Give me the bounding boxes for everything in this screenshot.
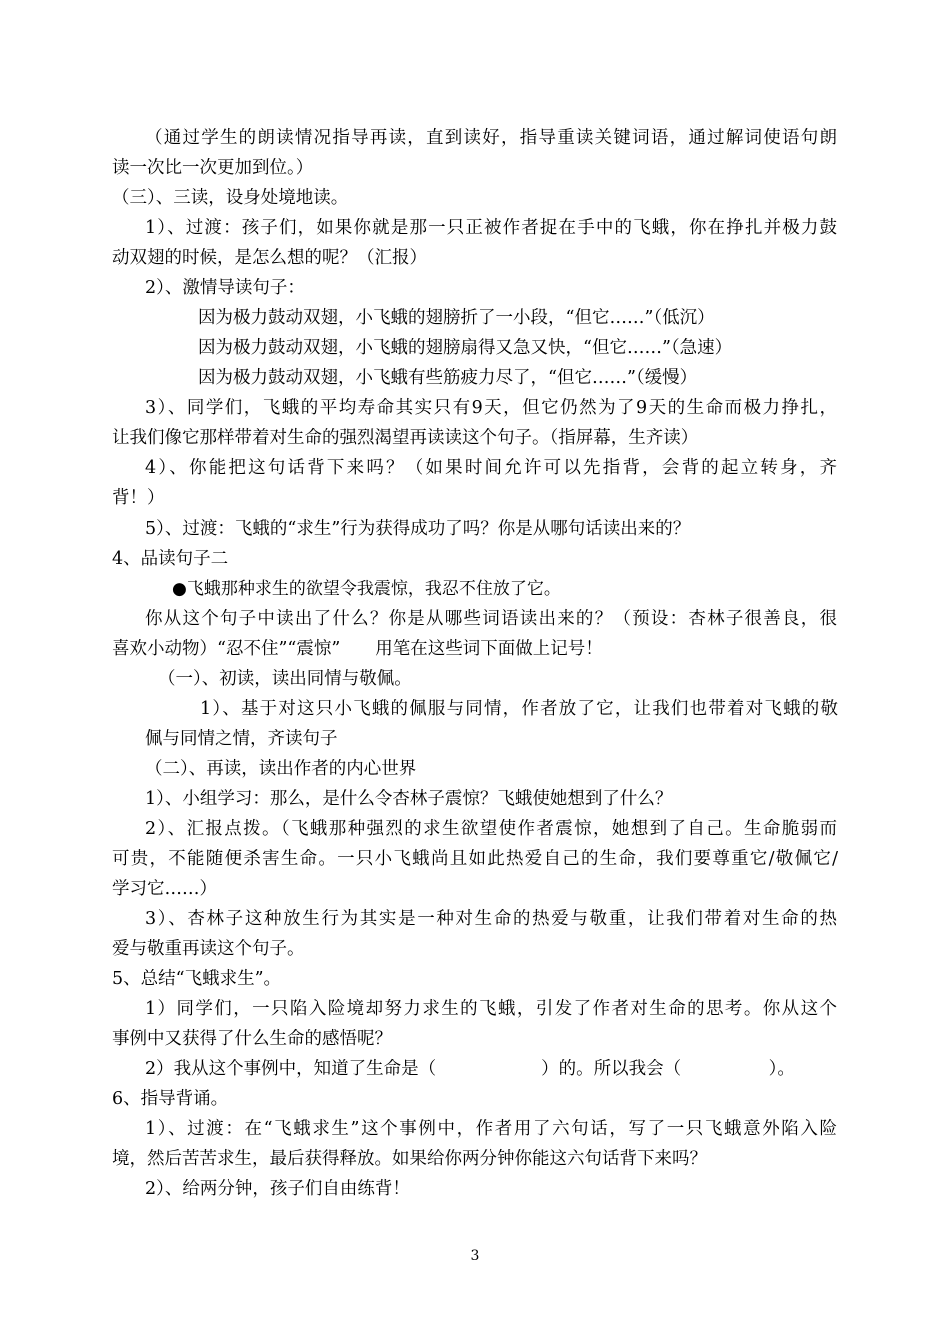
text-line: 1）、基于对这只小飞蛾的佩服与同情，作者放了它，让我们也带着对飞蛾的敬 [200, 699, 838, 719]
text-line: 2）、汇报点拨。（飞蛾那种强烈的求生欲望使作者震惊，她想到了自己。生命脆弱而 [145, 819, 837, 839]
text-line: 2）、激情导读句子： [145, 278, 305, 298]
text-line: 4）、你能把这句话背下来吗？（如果时间允许可以先指背，会背的起立转身，齐 [145, 458, 837, 478]
text-line: 事例中又获得了什么生命的感悟呢？ [112, 1029, 392, 1049]
text-line: 动双翅的时候，是怎么想的呢？（汇报） [112, 248, 427, 268]
section-heading: 6、指导背诵。 [112, 1089, 229, 1109]
text-line: 1）、小组学习：那么，是什么令杏林子震惊？飞蛾使她想到了什么？ [145, 789, 673, 809]
text-line: 你从这个句子中读出了什么？你是从哪些词语读出来的？（预设：杏林子很善良，很 [145, 609, 837, 629]
text-line: 读一次比一次更加到位。） [112, 158, 314, 178]
reading-sentence: 因为极力鼓动双翅，小飞蛾有些筋疲力尽了，“但它……”（缓慢） [198, 368, 698, 388]
text-line: 可贵，不能随便杀害生命。一只小飞蛾尚且如此热爱自己的生命，我们要尊重它/敬佩它/ [112, 849, 838, 869]
text-line: 1）同学们，一只陷入险境却努力求生的飞蛾，引发了作者对生命的思考。你从这个 [145, 999, 837, 1019]
text-line: 佩与同情之情，齐读句子 [145, 729, 338, 749]
text-line: 1）、过渡：孩子们，如果你就是那一只正被作者捉在手中的飞蛾，你在挣扎并极力鼓 [145, 218, 837, 238]
text-line: （通过学生的朗读情况指导再读，直到读好，指导重读关键词语，通过解词使语句朗 [145, 128, 837, 148]
text-line: 3）、杏林子这种放生行为其实是一种对生命的热爱与敬重，让我们带着对生命的热 [145, 909, 837, 929]
text-line: 让我们像它那样带着对生命的强烈渴望再读读这个句子。（指屏幕，生齐读） [112, 428, 699, 448]
reading-sentence: 因为极力鼓动双翅，小飞蛾的翅膀折了一小段，“但它……”（低沉） [198, 308, 715, 328]
bullet-sentence: ●飞蛾那种求生的欲望令我震惊，我忍不住放了它。 [172, 579, 561, 599]
text-line: 1）、过渡：在“飞蛾求生”这个事例中，作者用了六句话，写了一只飞蛾意外陷入险 [145, 1119, 837, 1139]
reading-sentence: 因为极力鼓动双翅，小飞蛾的翅膀扇得又急又快，“但它……”（急速） [198, 338, 733, 358]
section-heading: 4、品读句子二 [112, 549, 229, 569]
page-number: 3 [470, 1248, 480, 1264]
text-line: 学习它……） [112, 879, 217, 899]
text-line: 3）、同学们，飞蛾的平均寿命其实只有9天，但它仍然为了9天的生命而极力挣扎， [145, 398, 837, 418]
section-heading: （一）、初读，读出同情与敬佩。 [158, 669, 412, 689]
text-line: 境，然后苦苦求生，最后获得释放。如果给你两分钟你能这六句话背下来吗？ [112, 1149, 707, 1169]
text-line: 喜欢小动物）“忍不住”“震惊” 用笔在这些词下面做上记号！ [112, 639, 603, 659]
section-heading: （二）、再读，读出作者的内心世界 [145, 759, 417, 779]
text-line: 爱与敬重再读这个句子。 [112, 939, 305, 959]
text-line: 2）我从这个事例中，知道了生命是（ ）的。所以我会（ ）。 [145, 1059, 795, 1079]
section-heading: 5、总结“飞蛾求生”。 [112, 969, 282, 989]
section-heading: （三）、三读，设身处境地读。 [112, 188, 349, 208]
text-line: 背！） [112, 488, 165, 508]
text-line: 2）、给两分钟，孩子们自由练背！ [145, 1179, 410, 1199]
text-line: 5）、过渡：飞蛾的“求生”行为获得成功了吗？你是从哪句话读出来的？ [145, 519, 691, 539]
